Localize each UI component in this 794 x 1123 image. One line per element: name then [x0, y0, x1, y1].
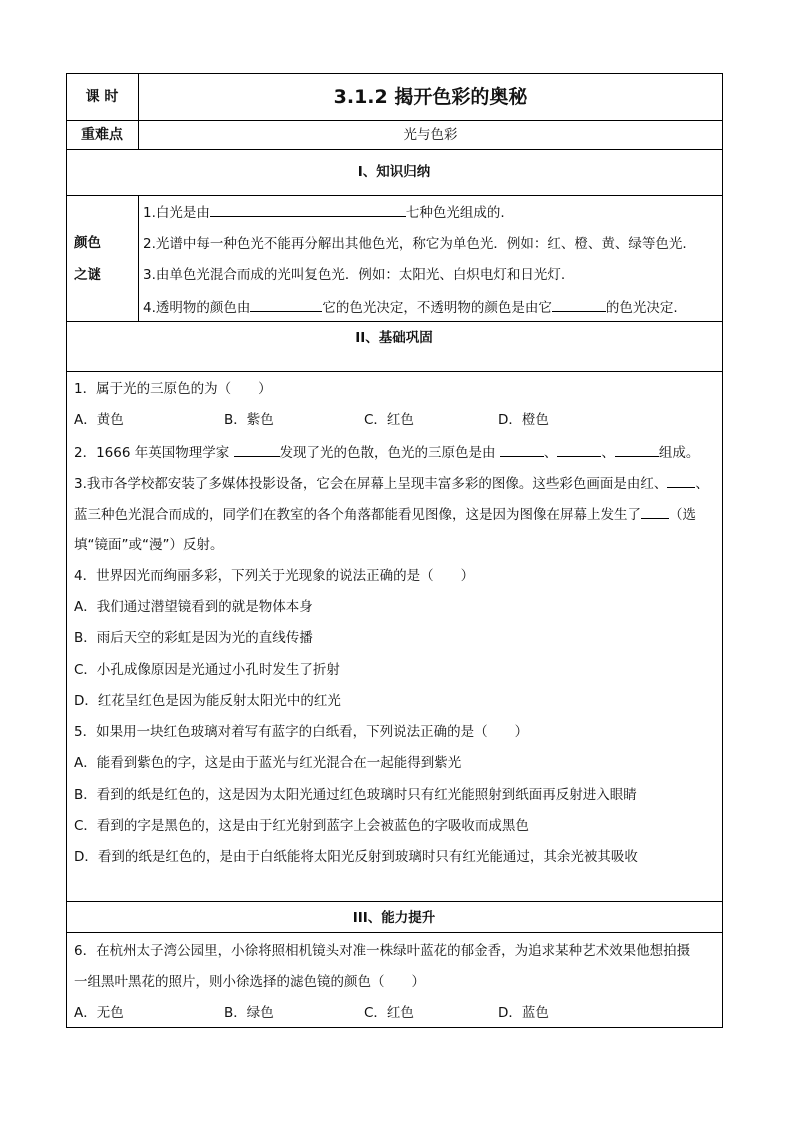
kp4-text-a: 4.透明物的颜色由 [143, 300, 251, 316]
kp1-text-a: 1.白光是由 [143, 205, 210, 221]
key-points-value: 光与色彩 [403, 127, 458, 143]
kp4-blank-1 [250, 298, 322, 312]
knowledge-point-1 [143, 203, 505, 222]
question-1: 1．属于光的三原色的为（ ） [74, 381, 272, 397]
q4-option-b: B．雨后天空的彩虹是因为光的直线传播 [74, 630, 313, 646]
q3-text-1b: 、 [695, 476, 709, 492]
q2-blank-1 [234, 443, 280, 457]
question-4: 4．世界因光而绚丽多彩，下列关于光现象的说法正确的是（ ） [74, 568, 475, 584]
q2-text-c: 、 [543, 445, 558, 461]
q4-option-c: C．小孔成像原因是光通过小孔时发生了折射 [74, 662, 340, 678]
kp1-blank [210, 203, 406, 217]
side-label-1: 颜色 [74, 235, 101, 251]
section-3-title: III、能力提升 [352, 910, 436, 926]
question-5: 5．如果用一块红色玻璃对着写有蓝字的白纸看，下列说法正确的是（ ） [74, 724, 529, 740]
section-1-title: I、知识归纳 [357, 164, 431, 180]
question-3-line-2 [74, 505, 696, 524]
question-3-line-3: 填“镜面”或“漫”）反射。 [74, 537, 224, 553]
q2-blank-4 [615, 443, 659, 457]
q2-text-a: 2．1666 年英国物理学家 [74, 445, 230, 461]
q3-blank-1 [667, 474, 695, 488]
question-3-line-1 [74, 474, 709, 493]
q5-option-a: A．能看到紫色的字，这是由于蓝光与红光混合在一起能得到紫光 [74, 755, 462, 771]
q1-option-d: D．橙色 [498, 412, 549, 428]
q6-option-d: D．蓝色 [498, 1005, 549, 1021]
q4-option-d: D．红花呈红色是因为能反射太阳光中的红光 [74, 693, 341, 709]
lesson-title: 3.1.2 揭开色彩的奥秘 [333, 86, 528, 108]
q3-text-2b: （选 [669, 507, 696, 523]
kp4-text-b: 它的色光决定，不透明物的颜色是由它 [322, 300, 552, 316]
q2-text-b: 发现了光的色散，色光的三原色是由 [279, 445, 496, 461]
q6-option-a: A．无色 [74, 1005, 124, 1021]
q2-text-d: 、 [601, 445, 615, 461]
q2-blank-2 [500, 443, 544, 457]
kp1-text-b: 七种色光组成的. [405, 205, 505, 221]
q2-text-e: 组成。 [658, 445, 700, 461]
q5-option-c: C．看到的字是黑色的，这是由于红光射到蓝字上会被蓝色的字吸收而成黑色 [74, 818, 529, 834]
kp4-text-c: 的色光决定. [605, 300, 678, 316]
knowledge-point-3: 3.由单色光混合而成的光叫复色光．例如：太阳光、白炽电灯和日光灯. [143, 267, 566, 283]
question-6-line-1: 6．在杭州太子湾公园里，小徐将照相机镜头对准一株绿叶蓝花的郁金香，为追求某种艺术效果他想拍摄 [74, 943, 691, 959]
lesson-label: 课 时 [85, 89, 119, 105]
side-label-2: 之谜 [74, 267, 101, 283]
key-points-label: 重难点 [81, 127, 123, 143]
q6-option-b: B．绿色 [224, 1005, 274, 1021]
q1-option-a: A．黄色 [74, 412, 124, 428]
q6-option-c: C．红色 [364, 1005, 414, 1021]
q4-option-a: A．我们通过潜望镜看到的就是物体本身 [74, 599, 313, 615]
q1-option-c: C．红色 [364, 412, 414, 428]
q5-option-d: D．看到的纸是红色的，是由于白纸能将太阳光反射到玻璃时只有红光能通过，其余光被其吸收 [74, 849, 638, 865]
q2-blank-3 [557, 443, 601, 457]
q1-option-b: B．紫色 [224, 412, 274, 428]
q3-text-2a: 蓝三种色光混合而成的，同学们在教室的各个角落都能看见图像，这是因为图像在屏幕上发生了 [74, 507, 641, 523]
q5-option-b: B．看到的纸是红色的，这是因为太阳光通过红色玻璃时只有红光能照射到纸面再反射进入眼睛 [74, 787, 637, 803]
knowledge-point-4 [143, 298, 678, 317]
q3-blank-2 [641, 505, 669, 519]
kp4-blank-2 [552, 298, 606, 312]
q3-text-1a: 3.我市各学校都安装了多媒体投影设备，它会在屏幕上呈现丰富多彩的图像。这些彩色画面是由红、 [74, 476, 668, 492]
section-2-title: II、基础巩固 [355, 330, 433, 346]
question-6-line-2: 一组黑叶黑花的照片，则小徐选择的滤色镜的颜色（ ） [74, 974, 425, 990]
knowledge-point-2: 2.光谱中每一种色光不能再分解出其他色光，称它为单色光．例如：红、橙、黄、绿等色光. [143, 236, 687, 252]
question-2 [74, 443, 699, 462]
